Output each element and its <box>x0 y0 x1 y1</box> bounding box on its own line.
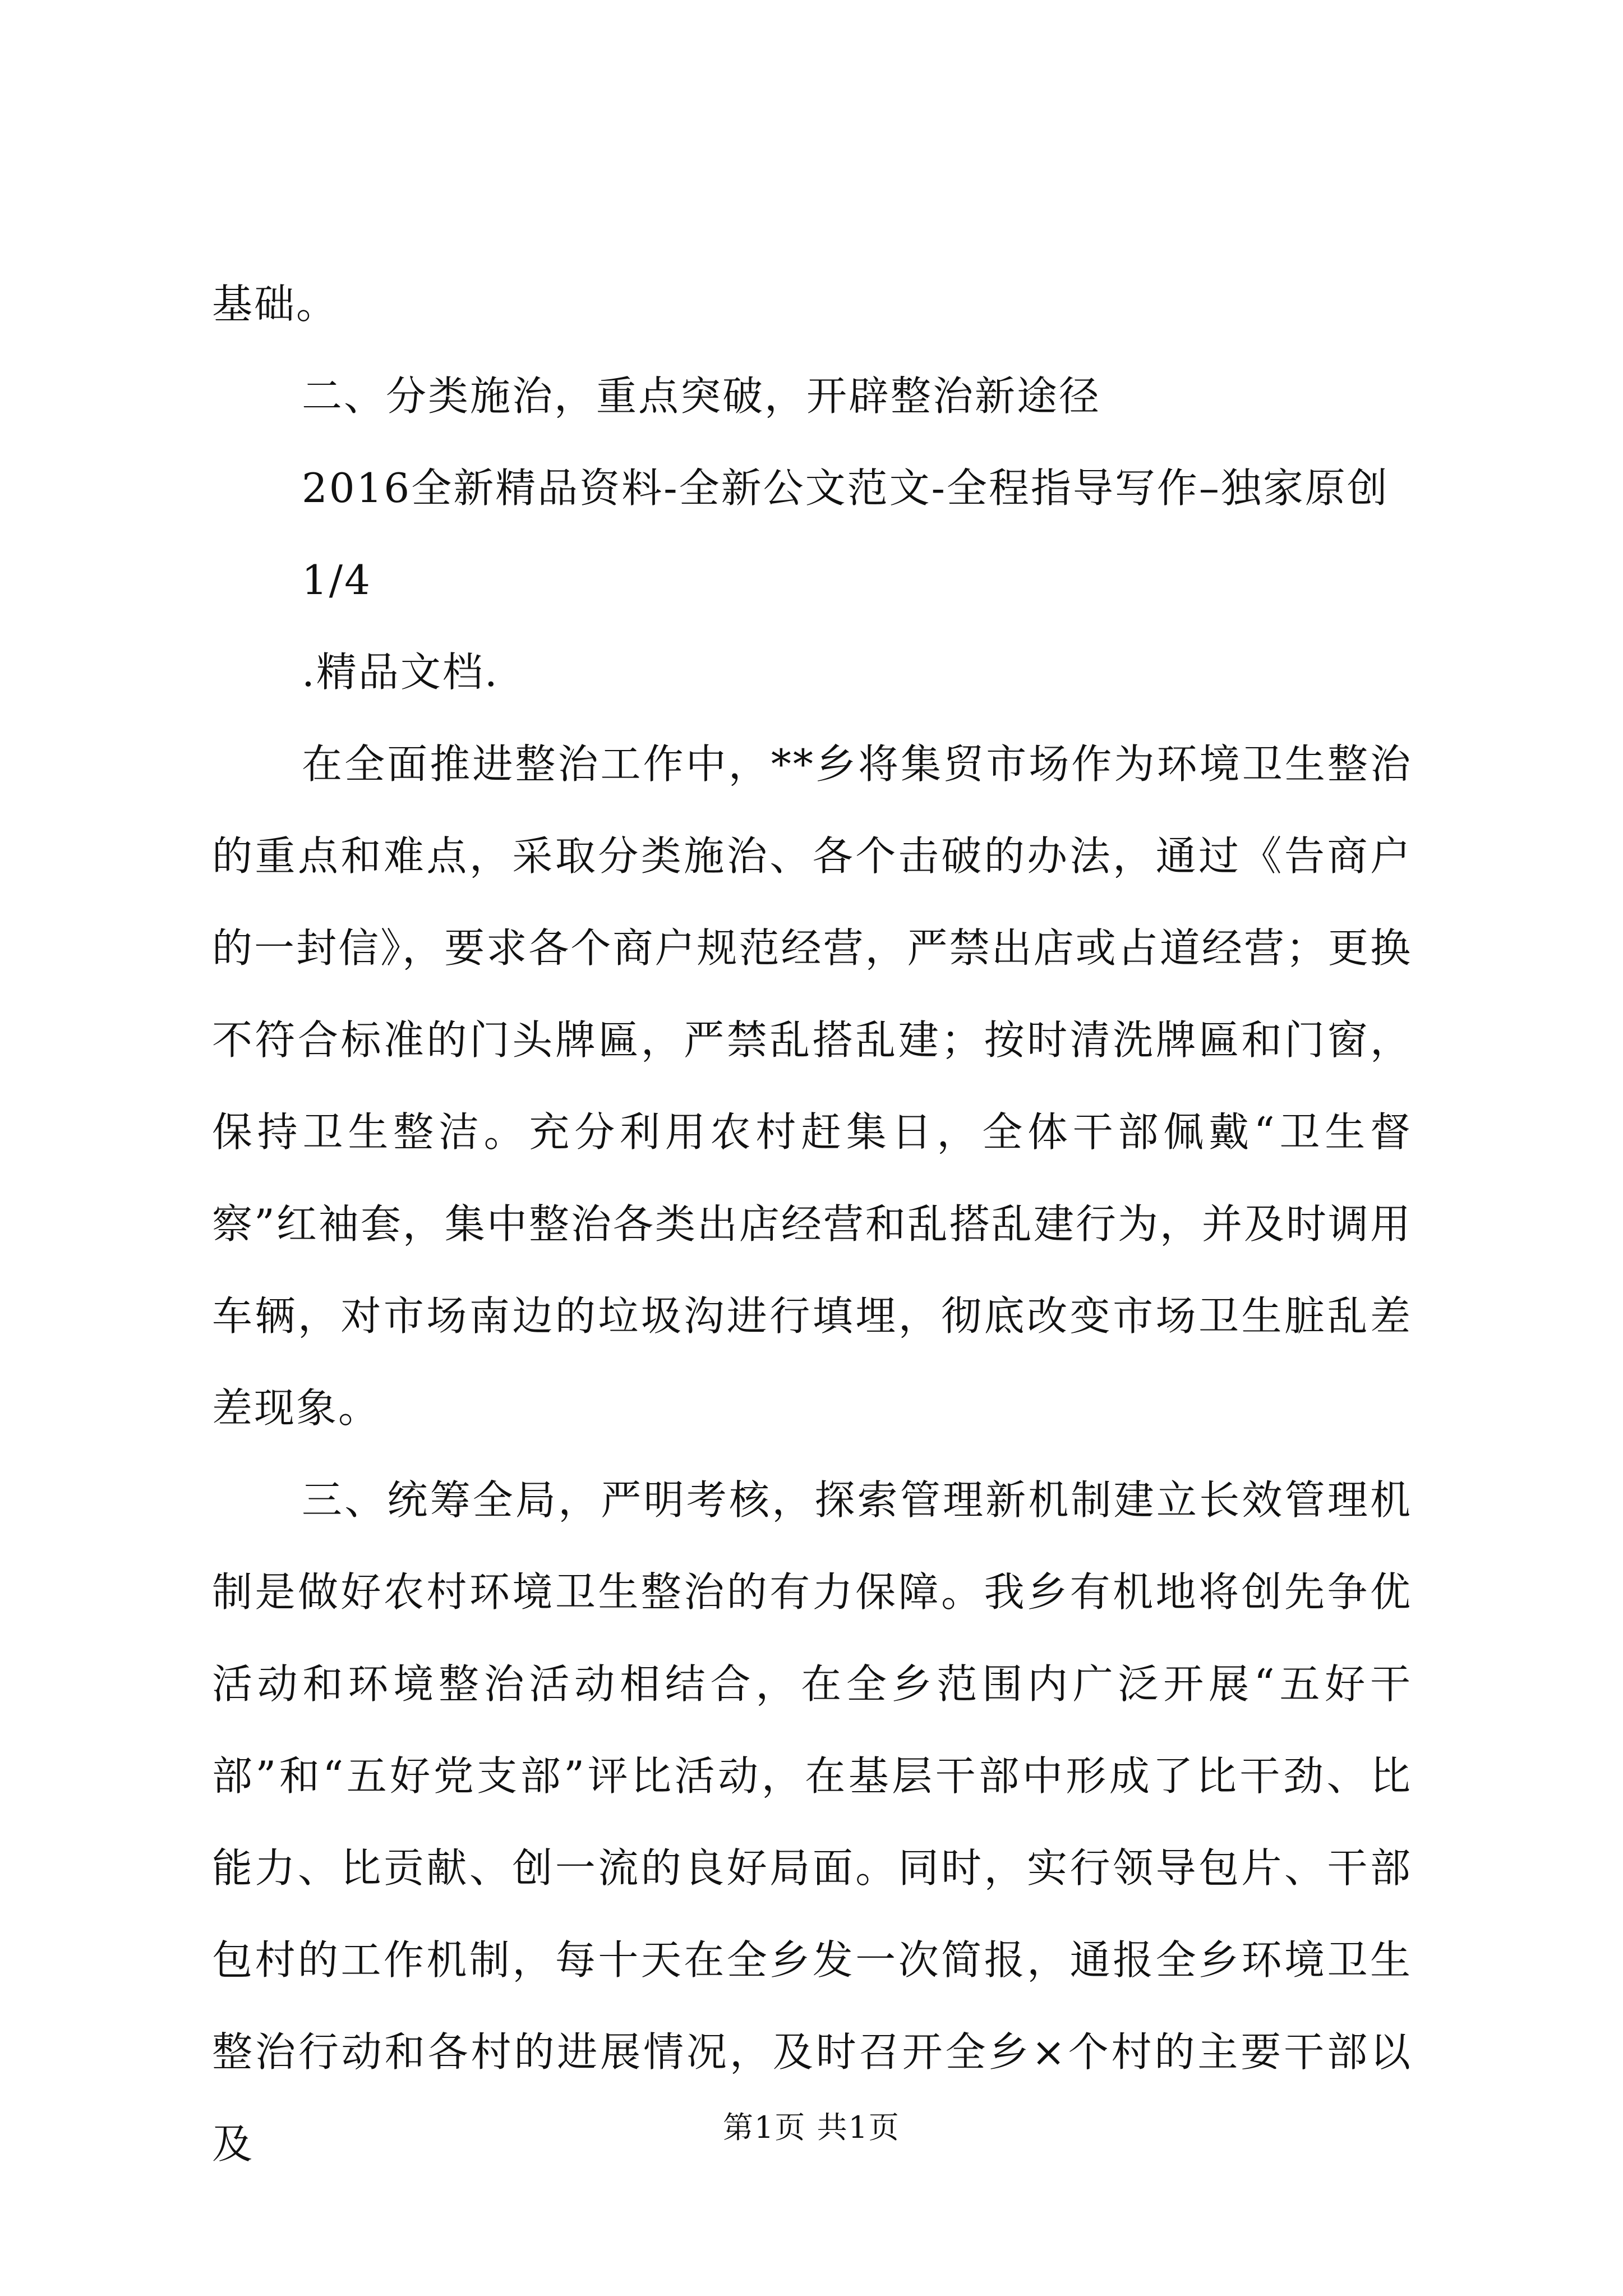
document-label: .精品文档. <box>302 648 499 696</box>
section-heading-3-paragraph: 三、统筹全局，严明考核，探索管理新机制建立长效管理机制是做好农村环境卫生整治的有力保障。我乡有机地将创先争优活动和环境整治活动相结合，在全乡范围内广泛开展“五好干部”和“五好党支部”评比活动，在基层干部中形成了比干劲、比能力、比贡献、创一流的良好局面。同时，实行领导包片、干部包村的工作机制，每十天在全乡发一次简报，通报全乡环境卫生整治行动和各村的进展情况，及时召开全乡×个村的主要干部以及 <box>212 1476 1412 2168</box>
page-footer: 第1页 共1页 <box>723 2110 900 2145</box>
paragraph-market-rectification: 在全面推进整治工作中，**乡将集贸市场作为环境卫生整治的重点和难点，采取分类施治、各个击破的办法，通过《告商户的一封信》，要求各个商户规范经营，严禁出店或占道经营；更换不符合标准的门头牌匾，严禁乱搭乱建；按时清洗牌匾和门窗，保持卫生整洁。充分利用农村赶集日，全体干部佩戴“卫生督察”红袖套，集中整治各类出店经营和乱搭乱建行为，并及时调用车辆，对市场南边的垃圾沟进行填埋，彻底改变市场卫生脏乱差差现象。 <box>212 740 1412 1432</box>
paragraph-continuation: 基础。 <box>212 280 339 328</box>
document-body <box>212 258 1412 2190</box>
section-heading-2: 二、分类施治，重点突破，开辟整治新途径 <box>302 372 1101 420</box>
page-fraction: 1/4 <box>302 556 372 604</box>
watermark-line: 2016全新精品资料-全新公文范文-全程指导写作–独家原创 <box>302 464 1389 512</box>
